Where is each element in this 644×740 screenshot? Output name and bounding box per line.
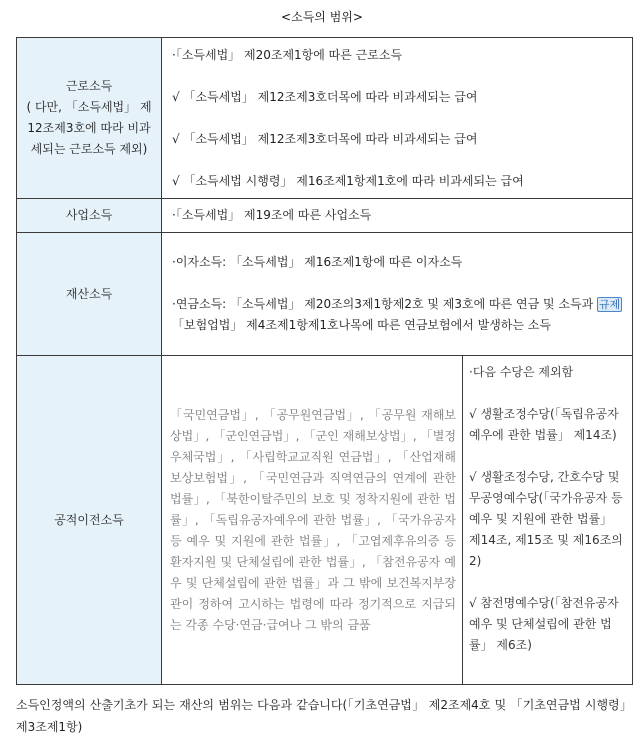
- page-title: <소득의 범위>: [281, 10, 363, 24]
- table-row-business-income: [17, 199, 633, 233]
- list-item: √ 「소득세법 시행령」 제16조제1항제1호에 따라 비과세되는 급여: [172, 173, 524, 188]
- list-item: √ 참전명예수당(「참전유공자 예우 및 단체설립에 관한 법률」 제6조): [469, 596, 619, 652]
- content-cell-business-income: [162, 199, 633, 233]
- table-row-property-income: [17, 233, 633, 356]
- category-cell-earned-income: [17, 38, 162, 199]
- exceptions-header: ·다음 수당은 제외함: [469, 365, 574, 379]
- regulation-tag-link[interactable]: 규제: [598, 298, 621, 311]
- list-item: ·「소득세법」 제20조제1항에 따른 근로소득: [172, 47, 403, 62]
- list-item: √ 「소득세법」 제12조제3호더목에 따라 비과세되는 급여: [172, 131, 478, 146]
- pension-income-item: [172, 294, 624, 336]
- income-scope-table: [16, 37, 633, 685]
- footer-text: 소득인정액의 산출기초가 되는 재산의 범위는 다음과 같습니다(「기초연금법」 제2조제4호 및 「기초연금법 시행령」 제3조제1항): [16, 698, 632, 734]
- list-item: √ 생활조정수당, 간호수당 및 무공영예수당(「국가유공자 등 예우 및 지원에 관한 법률」 제14조, 제15조 및 제16조의2): [469, 470, 623, 568]
- pension-text-after: 「보험업법」 제4조제1항제1호나목에 따른 연금보험에서 발생하는 소득: [172, 318, 551, 332]
- public-transfer-laws-cell: 「국민연금법」, 「공무원연금법」, 「공무원 재해보상법」, 「군인연금법」, 「군인 재해보상법」, 「별정우체국법」, 「사립학교교직원 연금법」, 「산업재해보상보험법」, 「국민연금과 직역연금의 연계에 관한 법률」, 「북한이탈주민의 보호 및 정착지원에 관한 법률」, 「독립유공자예우에 관한 법률」, 「국가유공자 등 예우 및 지원에 관한 법률」, 「고엽제후유의증 등 환자지원 및 단체설립에 관한 법률」, 「참전유공자 예우 및 단체설립에 관한 법률」과 그 밖에 보건복지부장관이 정하여 고시하는 법령에 따라 정기적으로 지급되는 각종 수당·연금·급여나 그 밖의 금품: [162, 356, 463, 685]
- table-row-earned-income: [17, 38, 633, 199]
- category-note: ( 다만, 「소득세법」 제12조제3호에 따라 비과세되는 근로소득 제외): [26, 100, 152, 156]
- list-item: √ 생활조정수당(「독립유공자예우에 관한 법률」 제14조): [469, 407, 619, 442]
- list-item: √ 「소득세법」 제12조제3호더목에 따라 비과세되는 급여: [172, 89, 478, 104]
- category-label: 근로소득: [65, 79, 113, 93]
- public-transfer-exceptions-cell: [463, 356, 633, 685]
- table-row-public-transfer-income: [17, 356, 633, 685]
- category-cell-business-income: 사업소득: [17, 199, 162, 233]
- pension-text-before: ·연금소득: 「소득세법」 제20조의3제1항제2호 및 제3호에 따른 연금 및 소득과: [172, 297, 597, 311]
- content-cell-property-income: [162, 233, 633, 356]
- list-item: ·「소득세법」 제19조에 따른 사업소득: [172, 208, 372, 222]
- category-cell-property-income: 재산소득: [17, 233, 162, 356]
- interest-income-item: ·이자소득: 「소득세법」 제16조제1항에 따른 이자소득: [172, 255, 463, 269]
- category-cell-public-transfer-income: 공적이전소득: [17, 356, 162, 685]
- content-cell-earned-income: [162, 38, 633, 199]
